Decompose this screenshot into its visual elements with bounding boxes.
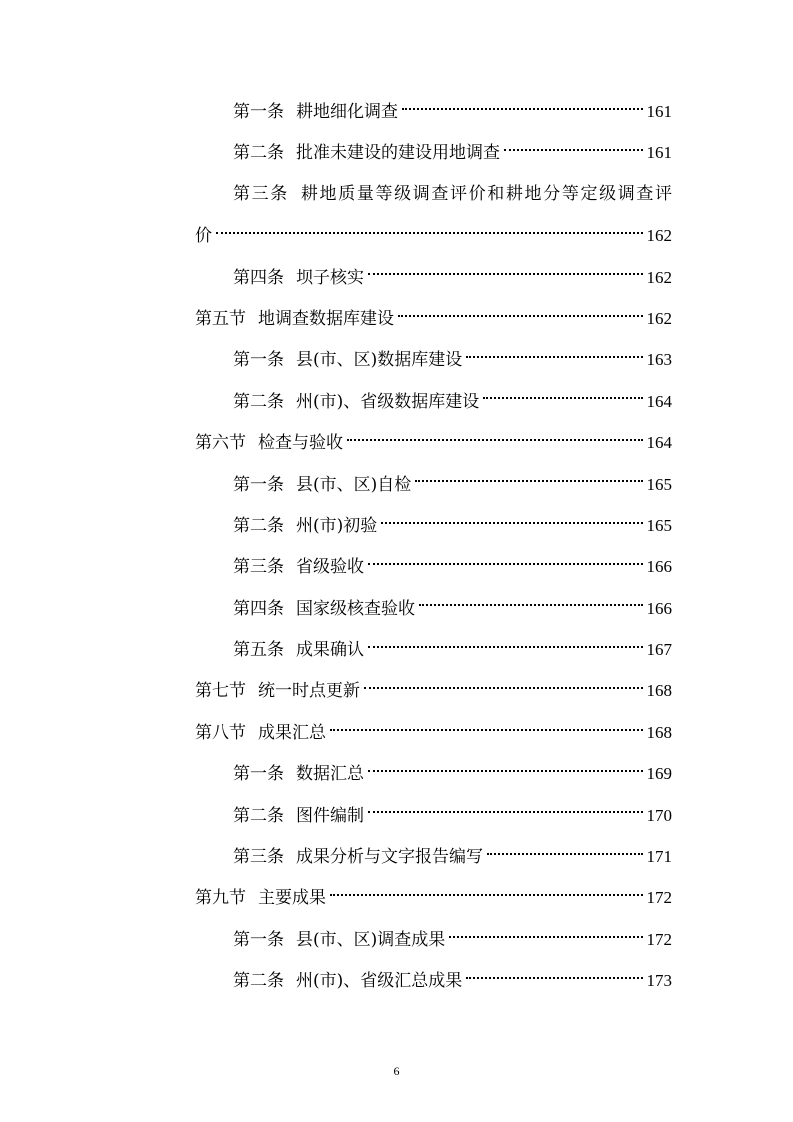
dot-leader xyxy=(466,976,642,979)
dot-leader xyxy=(466,355,642,358)
toc-entry-number: 第三条 xyxy=(233,183,289,204)
toc-entry-number: 第一条 xyxy=(233,764,284,785)
dot-leader xyxy=(347,438,643,441)
toc-entry[interactable] xyxy=(0,836,793,877)
toc-entry-page: 166 xyxy=(646,557,672,577)
toc-entry[interactable] xyxy=(0,381,793,422)
toc-entry-number: 第二条 xyxy=(233,805,284,826)
toc-entry[interactable] xyxy=(0,753,793,794)
toc-entry-page: 168 xyxy=(646,722,672,742)
toc-entry-number: 第九节 xyxy=(195,888,246,909)
toc-entry-page: 172 xyxy=(646,929,672,949)
toc-entry-page: 169 xyxy=(646,764,672,784)
dot-leader xyxy=(504,148,643,151)
toc-entry-number: 第五条 xyxy=(233,640,284,661)
dot-leader xyxy=(364,686,643,689)
toc-entry-title: 成果分析与文字报告编写 xyxy=(296,847,483,868)
toc-entry-page: 162 xyxy=(646,226,672,246)
dot-leader xyxy=(368,272,643,275)
toc-entry-title: 图件编制 xyxy=(296,805,364,826)
toc-entry-title: 主要成果 xyxy=(258,888,326,909)
toc-entry-page: 162 xyxy=(646,308,672,328)
toc-entry-number: 第三条 xyxy=(233,847,284,868)
dot-leader xyxy=(368,769,643,772)
toc-entry-page: 165 xyxy=(646,515,672,535)
toc-entry-page: 162 xyxy=(646,267,672,287)
toc-entry-number: 第二条 xyxy=(233,515,284,536)
toc-entry-page: 171 xyxy=(646,847,672,867)
toc-entry-number: 第二条 xyxy=(233,971,284,992)
toc-entry-title: 耕地细化调查 xyxy=(296,102,398,122)
toc-entry-title: 国家级核查验收 xyxy=(296,598,415,619)
dot-leader xyxy=(449,935,642,938)
toc-entry-title: 州(市)、省级汇总成果 xyxy=(296,971,463,992)
toc-entry[interactable] xyxy=(0,712,793,753)
toc-entry-title: 州(市)、省级数据库建设 xyxy=(296,391,480,412)
dot-leader xyxy=(216,231,643,234)
toc-entry[interactable] xyxy=(0,877,793,918)
toc-entry[interactable] xyxy=(0,257,793,298)
toc-entry-title: 成果汇总 xyxy=(258,722,326,743)
toc-entry-page: 164 xyxy=(646,391,672,411)
toc-entry-number: 第四条 xyxy=(233,267,284,288)
toc-entry-title: 县(市、区)数据库建设 xyxy=(296,350,463,371)
dot-leader xyxy=(398,314,643,317)
toc-entry-number: 第二条 xyxy=(233,143,284,164)
toc-entry-title: 批准未建设的建设用地调查 xyxy=(296,143,500,164)
dot-leader xyxy=(487,852,643,855)
page-number: 6 xyxy=(393,1064,400,1078)
toc-entry-title: 州(市)初验 xyxy=(296,515,378,536)
toc-entry-title: 省级验收 xyxy=(296,557,364,578)
toc-entry[interactable] xyxy=(0,546,793,587)
dot-leader xyxy=(368,562,643,565)
toc-entry[interactable] xyxy=(0,629,793,670)
toc-entry-page: 168 xyxy=(646,681,672,701)
toc-entry[interactable] xyxy=(0,132,793,173)
toc-entry[interactable] xyxy=(0,960,793,1001)
toc-entry[interactable] xyxy=(0,339,793,380)
dot-leader xyxy=(483,396,642,399)
toc-entry[interactable] xyxy=(0,298,793,339)
toc-entry[interactable] xyxy=(0,919,793,960)
toc-entry-page: 167 xyxy=(646,640,672,660)
toc-entry-number: 第一条 xyxy=(233,929,284,950)
toc-entry-title: 县(市、区)调查成果 xyxy=(296,929,446,950)
toc-entry-page: 165 xyxy=(646,474,672,494)
toc-entry[interactable] xyxy=(0,795,793,836)
dot-leader xyxy=(368,645,643,648)
dot-leader xyxy=(415,479,642,482)
dot-leader xyxy=(330,893,643,896)
toc-entry-page: 166 xyxy=(646,598,672,618)
toc-entry-number: 第七节 xyxy=(195,681,246,702)
toc-entry-title: 成果确认 xyxy=(296,640,364,661)
toc-entry[interactable] xyxy=(0,422,793,463)
toc-entry[interactable] xyxy=(0,505,793,546)
toc-entry[interactable] xyxy=(0,588,793,629)
toc-entry-number: 第一条 xyxy=(233,350,284,371)
toc-entry-number: 第六节 xyxy=(195,433,246,454)
table-of-contents xyxy=(0,91,793,1002)
dot-leader xyxy=(402,107,643,110)
toc-entry-page: 172 xyxy=(646,888,672,908)
toc-entry-title: 坝子核实 xyxy=(296,267,364,288)
toc-entry-title: 检查与验收 xyxy=(258,433,343,454)
dot-leader xyxy=(368,810,643,813)
toc-entry-page: 161 xyxy=(646,102,672,121)
toc-entry-number: 第八节 xyxy=(195,722,246,743)
toc-entry[interactable] xyxy=(0,670,793,711)
toc-entry-page: 173 xyxy=(646,971,672,991)
toc-entry-page: 163 xyxy=(646,350,672,370)
toc-entry[interactable] xyxy=(0,464,793,505)
dot-leader xyxy=(419,603,643,606)
toc-entry-title: 数据汇总 xyxy=(296,764,364,785)
toc-entry-page: 161 xyxy=(646,143,672,163)
dot-leader xyxy=(330,728,643,731)
toc-entry-title: 地调查数据库建设 xyxy=(258,308,394,329)
toc-entry[interactable] xyxy=(0,174,793,257)
toc-entry-page: 164 xyxy=(646,433,672,453)
toc-entry-number: 第二条 xyxy=(233,391,284,412)
toc-entry-number: 第一条 xyxy=(233,102,284,122)
toc-entry-number: 第五节 xyxy=(195,308,246,329)
dot-leader xyxy=(381,521,642,524)
toc-entry-number: 第四条 xyxy=(233,598,284,619)
toc-entry-title: 耕地质量等级调查评价和耕地分等定级调查评 xyxy=(300,183,673,204)
toc-entry-title: 县(市、区)自检 xyxy=(296,474,412,495)
toc-entry-page: 170 xyxy=(646,805,672,825)
toc-entry-title-continued: 价 xyxy=(195,226,212,247)
toc-entry[interactable] xyxy=(0,91,793,132)
toc-entry-title: 统一时点更新 xyxy=(258,681,360,702)
toc-entry-number: 第一条 xyxy=(233,474,284,495)
toc-entry-number: 第三条 xyxy=(233,557,284,578)
